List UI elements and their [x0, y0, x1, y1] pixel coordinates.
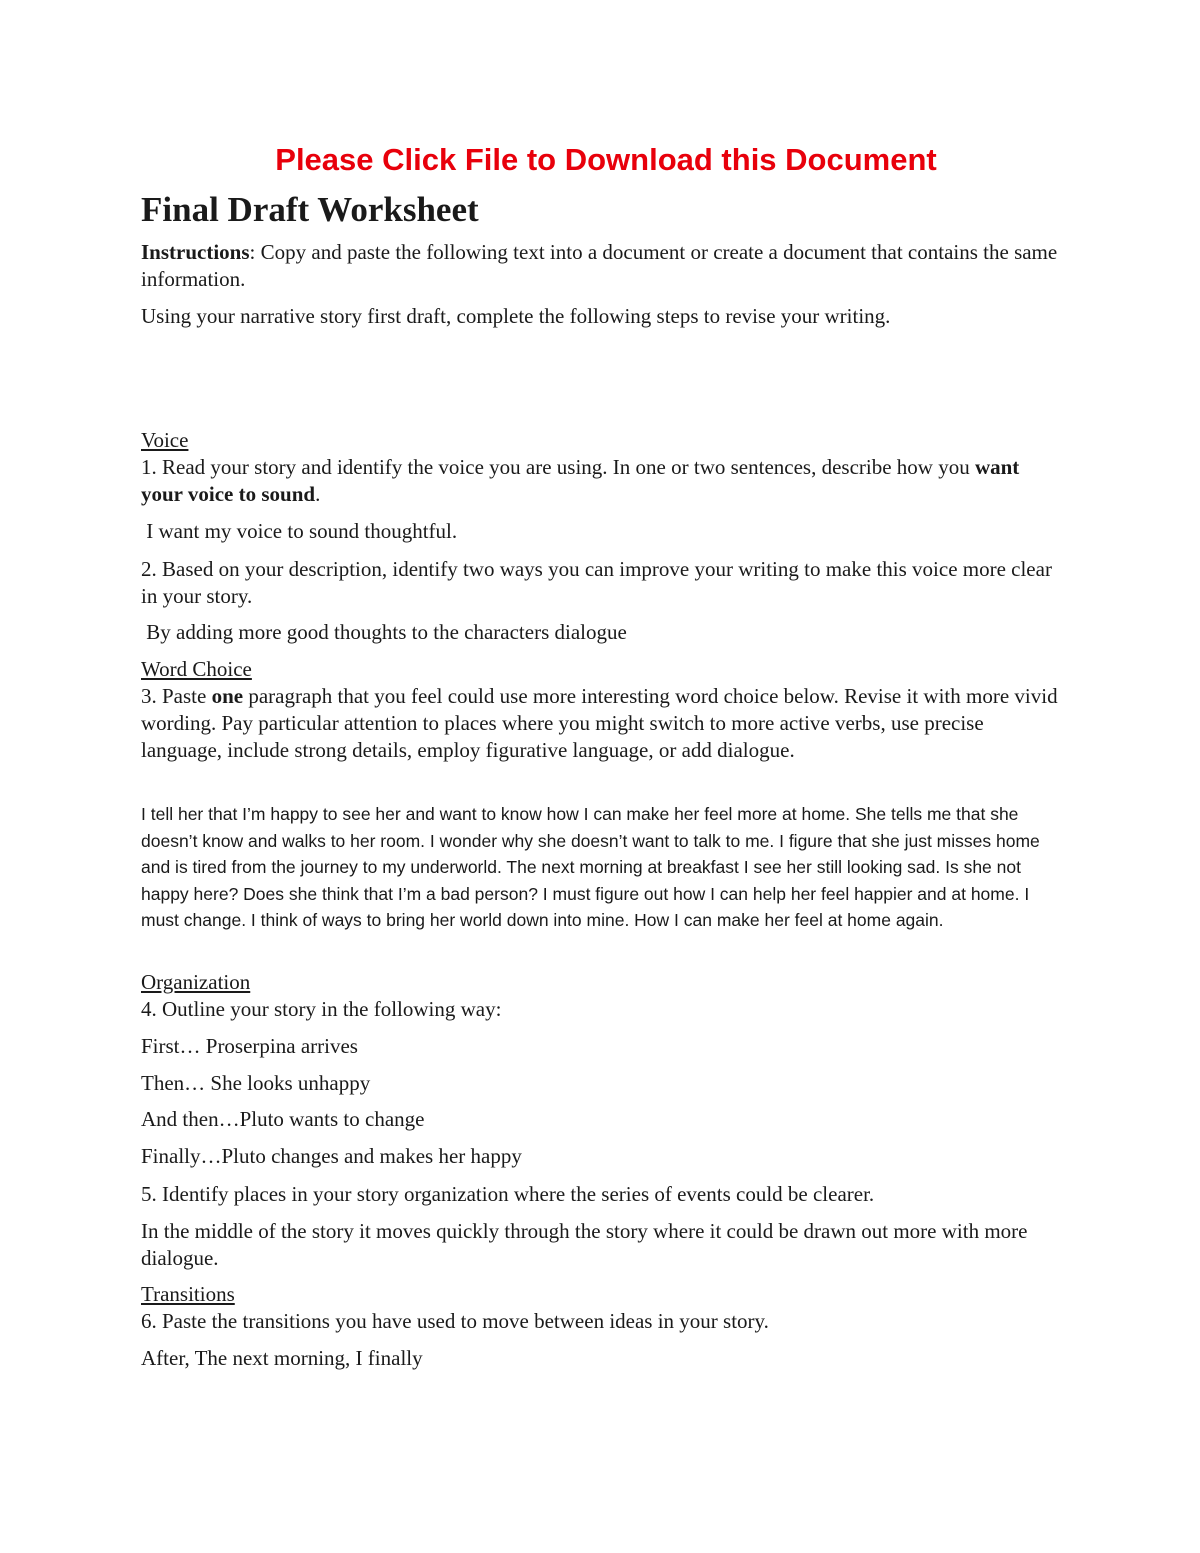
outline-then: Then… She looks unhappy [141, 1071, 371, 1095]
intro-paragraph: Using your narrative story first draft, complete the following steps to revise your writing. [141, 304, 891, 328]
outline-finally: Finally…Pluto changes and makes her happy [141, 1144, 522, 1168]
answer-2: By adding more good thoughts to the characters dialogue [141, 620, 627, 644]
question-1-emphasis: want your voice to sound [141, 455, 1020, 506]
word-choice-heading: Word Choice [141, 657, 252, 681]
answer-1: I want my voice to sound thoughtful. [141, 519, 458, 543]
organization-heading: Organization [141, 970, 251, 994]
question-5: 5. Identify places in your story organization where the series of events could be clearer. [141, 1182, 875, 1206]
answer-6: After, The next morning, I finally [141, 1346, 423, 1370]
question-1-end: . [315, 482, 321, 506]
question-3-text: 3. Paste [141, 684, 212, 708]
instructions-text: : Copy and paste the following text into a document or create a document that contains the same information. [141, 240, 1058, 291]
question-4: 4. Outline your story in the following way: [141, 997, 502, 1021]
question-3 [141, 683, 1066, 764]
question-2: 2. Based on your description, identify two ways you can improve your writing to make this voice more clear in your story. [141, 557, 1052, 608]
answer-3: I tell her that I’m happy to see her and want to know how I can make her feel more at home. She tells me that she doesn’t know and walks to her room. I wonder why she doesn’t want to talk to me. I figure that she just misses home and is tired from the journey to my underworld. The next morning at breakfast I see her still looking sad. Is she not happy here? Does she think that I’m a bad person? I must figure out how I can help her feel happier and at home. I must change. I think of ways to bring her world down into mine. How I can make her feel at home again. [141, 804, 1040, 931]
question-1-text: 1. Read your story and identify the voice you are using. In one or two sentences, describe how you [141, 455, 975, 479]
page-title: Final Draft Worksheet [141, 190, 479, 229]
voice-heading: Voice [141, 428, 189, 452]
answer-5: In the middle of the story it moves quickly through the story where it could be drawn out more with more dialogue. [141, 1219, 1028, 1270]
outline-first: First… Proserpina arrives [141, 1034, 358, 1058]
question-1 [141, 454, 1066, 508]
question-3-end: paragraph that you feel could use more interesting word choice below. Revise it with more vivid wording. Pay particular attention to places where you might switch to more active verbs, use precise language, include strong details, employ figurative language, or add dialogue. [141, 684, 1058, 762]
question-6: 6. Paste the transitions you have used to move between ideas in your story. [141, 1309, 769, 1333]
question-3-emphasis: one [211, 684, 244, 708]
instructions-label: Instructions [141, 240, 250, 264]
download-banner[interactable]: Please Click File to Download this Document [275, 142, 937, 177]
transitions-heading: Transitions [141, 1282, 235, 1306]
outline-and-then: And then…Pluto wants to change [141, 1107, 425, 1131]
instructions-paragraph [141, 239, 1066, 293]
